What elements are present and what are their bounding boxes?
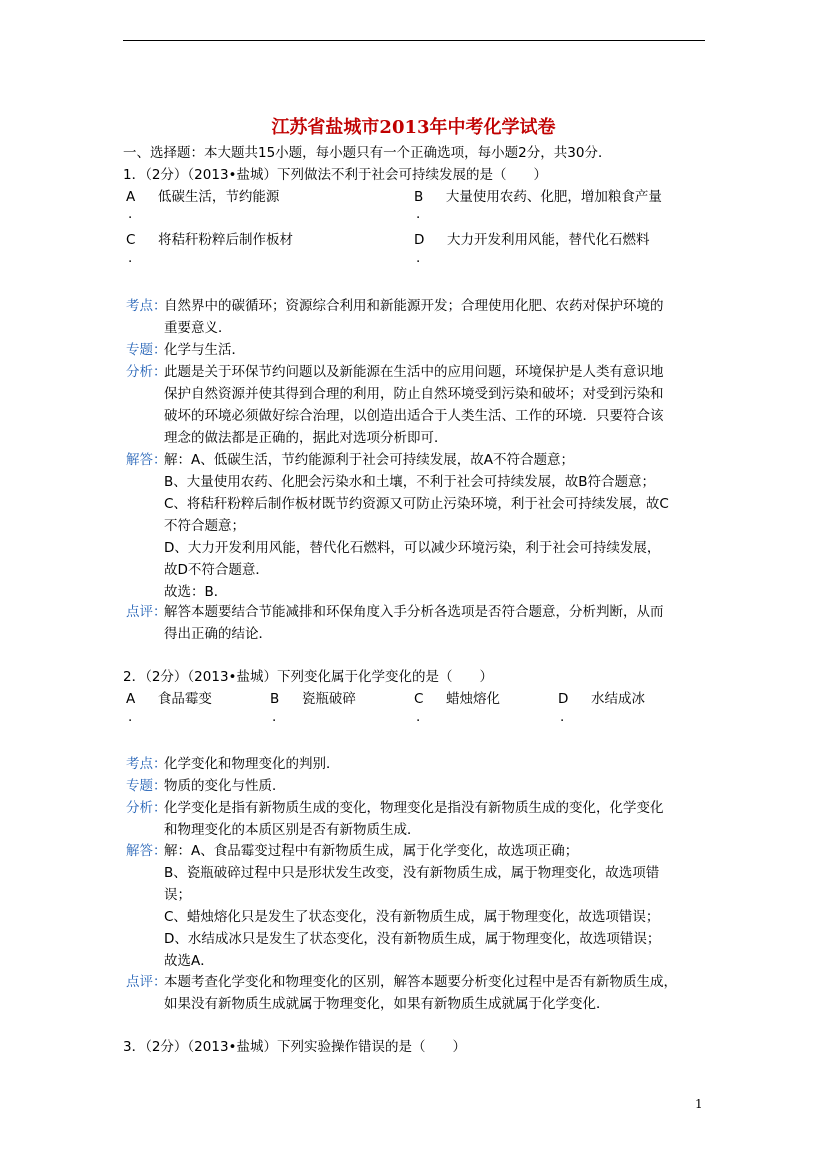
q1-jieda-line: 故D不符合题意． — [164, 562, 269, 578]
q2-jieda-line: 误； — [164, 887, 191, 903]
option-text: 食品霉变 — [157, 691, 212, 707]
jieda-label: 解答： — [126, 452, 167, 468]
page-number: 1 — [695, 1097, 703, 1111]
q1-option-b — [414, 187, 662, 207]
q2-option-a — [126, 689, 212, 709]
kaodian-label: 考点： — [126, 298, 167, 314]
option-text: 低碳生活，节约能源 — [157, 189, 280, 205]
q1-jieda-line: 解：A、低碳生活，节约能源利于社会可持续发展，故A不符合题意； — [164, 452, 574, 468]
q1-jieda-line: 不符合题意； — [164, 518, 245, 534]
option-dot: . — [416, 206, 421, 222]
q1-fenxi-line: 保护自然资源并使其得到合理的利用，防止自然环境受到污染和破坏；对受到污染和 — [164, 386, 664, 402]
q1-fenxi-line: 此题是关于环保节约问题以及新能源在生活中的应用问题，环境保护是人类有意识地 — [164, 364, 664, 380]
page-title: 江苏省盐城市2013年中考化学试卷 — [271, 117, 556, 138]
option-letter: D — [414, 232, 425, 248]
q2-kaodian: 化学变化和物理变化的判别． — [164, 756, 340, 772]
q2-option-c — [414, 689, 500, 709]
q1-jieda-line: B、大量使用农药、化肥会污染水和土壤，不利于社会可持续发展，故B符合题意； — [164, 474, 656, 490]
q1-zhuanti: 化学与生活． — [164, 342, 245, 358]
option-text: 蜡烛熔化 — [446, 691, 501, 707]
q2-jieda-line: C、蜡烛熔化只是发生了状态变化，没有新物质生成，属于物理变化，故选项错误； — [164, 909, 660, 925]
q2-option-b — [270, 689, 356, 709]
dianping-label: 点评： — [126, 974, 167, 990]
dianping-label: 点评： — [126, 604, 167, 620]
q3-stem: 3．（2分）（2013•盐城）下列实验操作错误的是（ ） — [123, 1039, 466, 1055]
option-text: 大量使用农药、化肥，增加粮食产量 — [445, 189, 662, 205]
q2-jieda-line: 解：A、食品霉变过程中有新物质生成，属于化学变化，故选项正确； — [164, 843, 579, 859]
option-dot: . — [416, 250, 421, 266]
q1-jieda-line: D、大力开发利用风能，替代化石燃料，可以减少环境污染，利于社会可持续发展， — [164, 540, 661, 556]
q2-jieda-line: D、水结成冰只是发生了状态变化，没有新物质生成，属于物理变化，故选项错误； — [164, 931, 661, 947]
jieda-label: 解答： — [126, 843, 167, 859]
option-text: 瓷瓶破碎 — [301, 691, 356, 707]
option-letter: B — [270, 691, 280, 707]
q1-fenxi-line: 破坏的环境必须做好综合治理，以创造出适合于人类生活、工作的环境．只要符合该 — [164, 408, 664, 424]
q1-dianping-line: 解答本题要结合节能减排和环保角度入手分析各选项是否符合题意，分析判断，从而 — [164, 604, 664, 620]
section-heading: 一、选择题：本大题共15小题，每小题只有一个正确选项，每小题2分，共30分． — [123, 145, 612, 161]
q2-jieda-line: 故选A． — [164, 953, 214, 969]
option-dot: . — [128, 709, 133, 725]
q2-dianping-line: 本题考查化学变化和物理变化的区别，解答本题要分析变化过程中是否有新物质生成， — [164, 974, 677, 990]
header-rule — [123, 40, 705, 41]
q1-jieda-line: C、将秸秆粉粹后制作板材既节约资源又可防止污染环境，利于社会可持续发展，故C — [164, 496, 669, 512]
q1-jieda-line: 故选：B． — [164, 584, 228, 600]
option-dot: . — [416, 709, 421, 725]
kaodian-label: 考点： — [126, 756, 167, 772]
option-text: 大力开发利用风能，替代化石燃料 — [447, 232, 650, 248]
option-dot: . — [128, 206, 133, 222]
option-letter: C — [126, 232, 136, 248]
option-letter: C — [414, 691, 424, 707]
zhuanti-label: 专题： — [126, 778, 167, 794]
option-letter: D — [558, 691, 569, 707]
q1-dianping-line: 得出正确的结论． — [164, 626, 272, 642]
q1-stem: 1．（2分）（2013•盐城）下列做法不利于社会可持续发展的是（ ） — [123, 167, 547, 183]
fenxi-label: 分析： — [126, 800, 167, 816]
q1-kaodian-line: 自然界中的碳循环；资源综合利用和新能源开发；合理使用化肥、农药对保护环境的 — [164, 298, 664, 314]
option-letter: A — [126, 691, 136, 707]
q1-fenxi-line: 理念的做法都是正确的，据此对选项分析即可． — [164, 430, 448, 446]
q1-option-a — [126, 187, 279, 207]
q2-stem: 2．（2分）（2013•盐城）下列变化属于化学变化的是（ ） — [123, 669, 493, 685]
option-text: 将秸秆粉粹后制作板材 — [158, 232, 294, 248]
fenxi-label: 分析： — [126, 364, 167, 380]
zhuanti-label: 专题： — [126, 342, 167, 358]
q1-option-c — [126, 230, 293, 250]
option-dot: . — [128, 250, 133, 266]
q1-option-d — [414, 230, 650, 250]
option-dot: . — [272, 709, 277, 725]
option-letter: A — [126, 189, 136, 205]
option-text: 水结成冰 — [591, 691, 645, 707]
option-dot: . — [560, 709, 565, 725]
q2-dianping-line: 如果没有新物质生成就属于物理变化，如果有新物质生成就属于化学变化． — [164, 996, 610, 1012]
option-letter: B — [414, 189, 424, 205]
q2-jieda-line: B、瓷瓶破碎过程中只是形状发生改变，没有新物质生成，属于物理变化，故选项错 — [164, 865, 660, 881]
q1-kaodian-line: 重要意义． — [164, 320, 232, 336]
q2-option-d — [558, 689, 645, 709]
q2-fenxi-line: 化学变化是指有新物质生成的变化，物理变化是指没有新物质生成的变化，化学变化 — [164, 800, 664, 816]
q2-zhuanti: 物质的变化与性质． — [164, 778, 286, 794]
q2-fenxi-line: 和物理变化的本质区别是否有新物质生成． — [164, 822, 421, 838]
